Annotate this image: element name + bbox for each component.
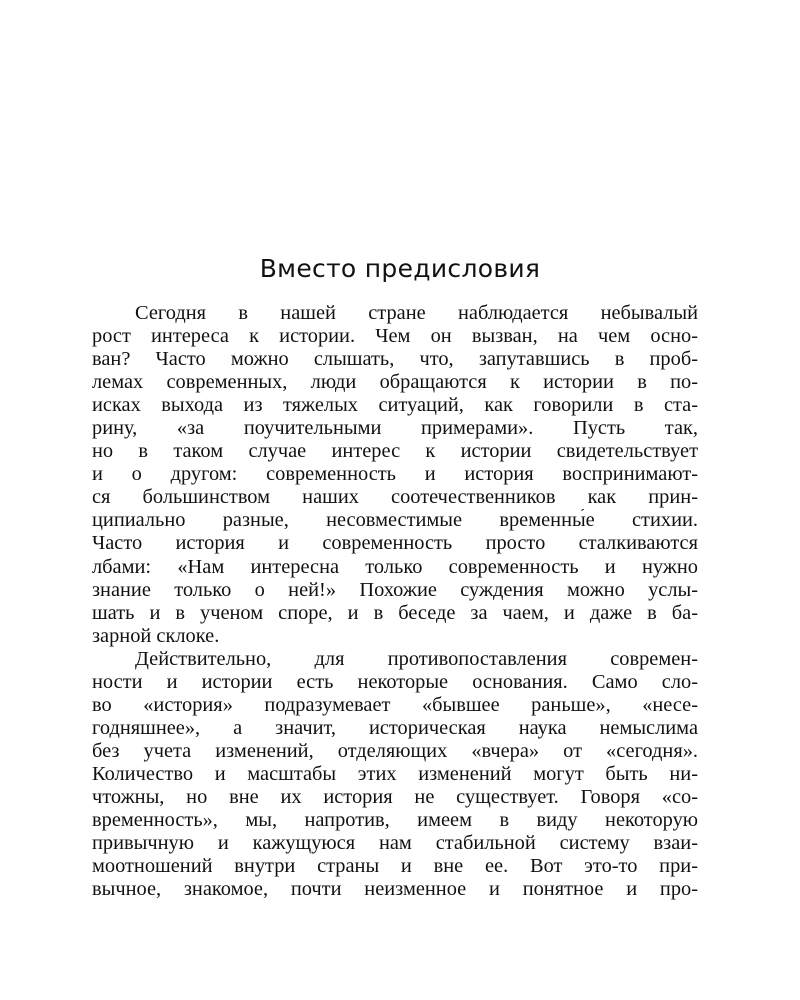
text-line: ван? Часто можно слышать, что, запутавшись в проб- <box>92 348 698 371</box>
text-line: годняшнее», а значит, историческая наука немыслима <box>92 716 698 739</box>
text-line: рину, «за поучительными примерами». Пусть так, <box>92 417 698 440</box>
text-line: и о другом: современность и история воспринимают- <box>92 463 698 486</box>
text-line: исках выхода из тяжелых ситуаций, как говорили в ста- <box>92 394 698 417</box>
text-line: временность», мы, напротив, имеем в виду некоторую <box>92 809 698 832</box>
text-line: Сегодня в нашей стране наблюдается небывалый <box>135 302 698 324</box>
text-line: во «история» подразумевает «бывшее раньше», «несе- <box>92 693 698 716</box>
text-line: ципиально разные, несовместимые временны́е стихии. <box>92 509 698 532</box>
text-line: чтожны, но вне их история не существует. Говоря «со- <box>92 785 698 808</box>
text-line: лбами: «Нам интересна только современность и нужно <box>92 555 698 578</box>
text-line: Часто история и современность просто сталкиваются <box>92 532 698 555</box>
text-line: зарной склоке. <box>92 624 220 647</box>
text-line: рост интереса к истории. Чем он вызван, на чем осно- <box>92 325 698 348</box>
chapter-heading: Вместо предисловия <box>259 254 541 283</box>
text-line: привычную и кажущуюся нам стабильной систему взаи- <box>92 832 698 855</box>
text-line: Действительно, для противопоставления современ- <box>135 647 698 670</box>
text-line: ности и истории есть некоторые основания. Само сло- <box>92 670 698 693</box>
text-line: лемах современных, люди обращаются к истории в по- <box>92 371 698 394</box>
text-line: без учета изменений, отделяющих «вчера» от «сегодня». <box>92 739 698 762</box>
text-line: шать и в ученом споре, и в беседе за чаем, и даже в ба- <box>92 601 698 624</box>
body-text <box>92 302 698 901</box>
text-line: моотношений внутри страны и вне ее. Вот это-то при- <box>92 855 698 878</box>
text-line: вычное, знакомое, почти неизменное и понятное и про- <box>92 878 698 901</box>
text-line: знание только о ней!» Похожие суждения можно услы- <box>92 578 698 601</box>
text-line: Количество и масштабы этих изменений могут быть ни- <box>92 762 698 785</box>
text-line: ся большинством наших соотечественников как прин- <box>92 486 698 509</box>
text-line: но в таком случае интерес к истории свидетельствует <box>92 440 698 463</box>
